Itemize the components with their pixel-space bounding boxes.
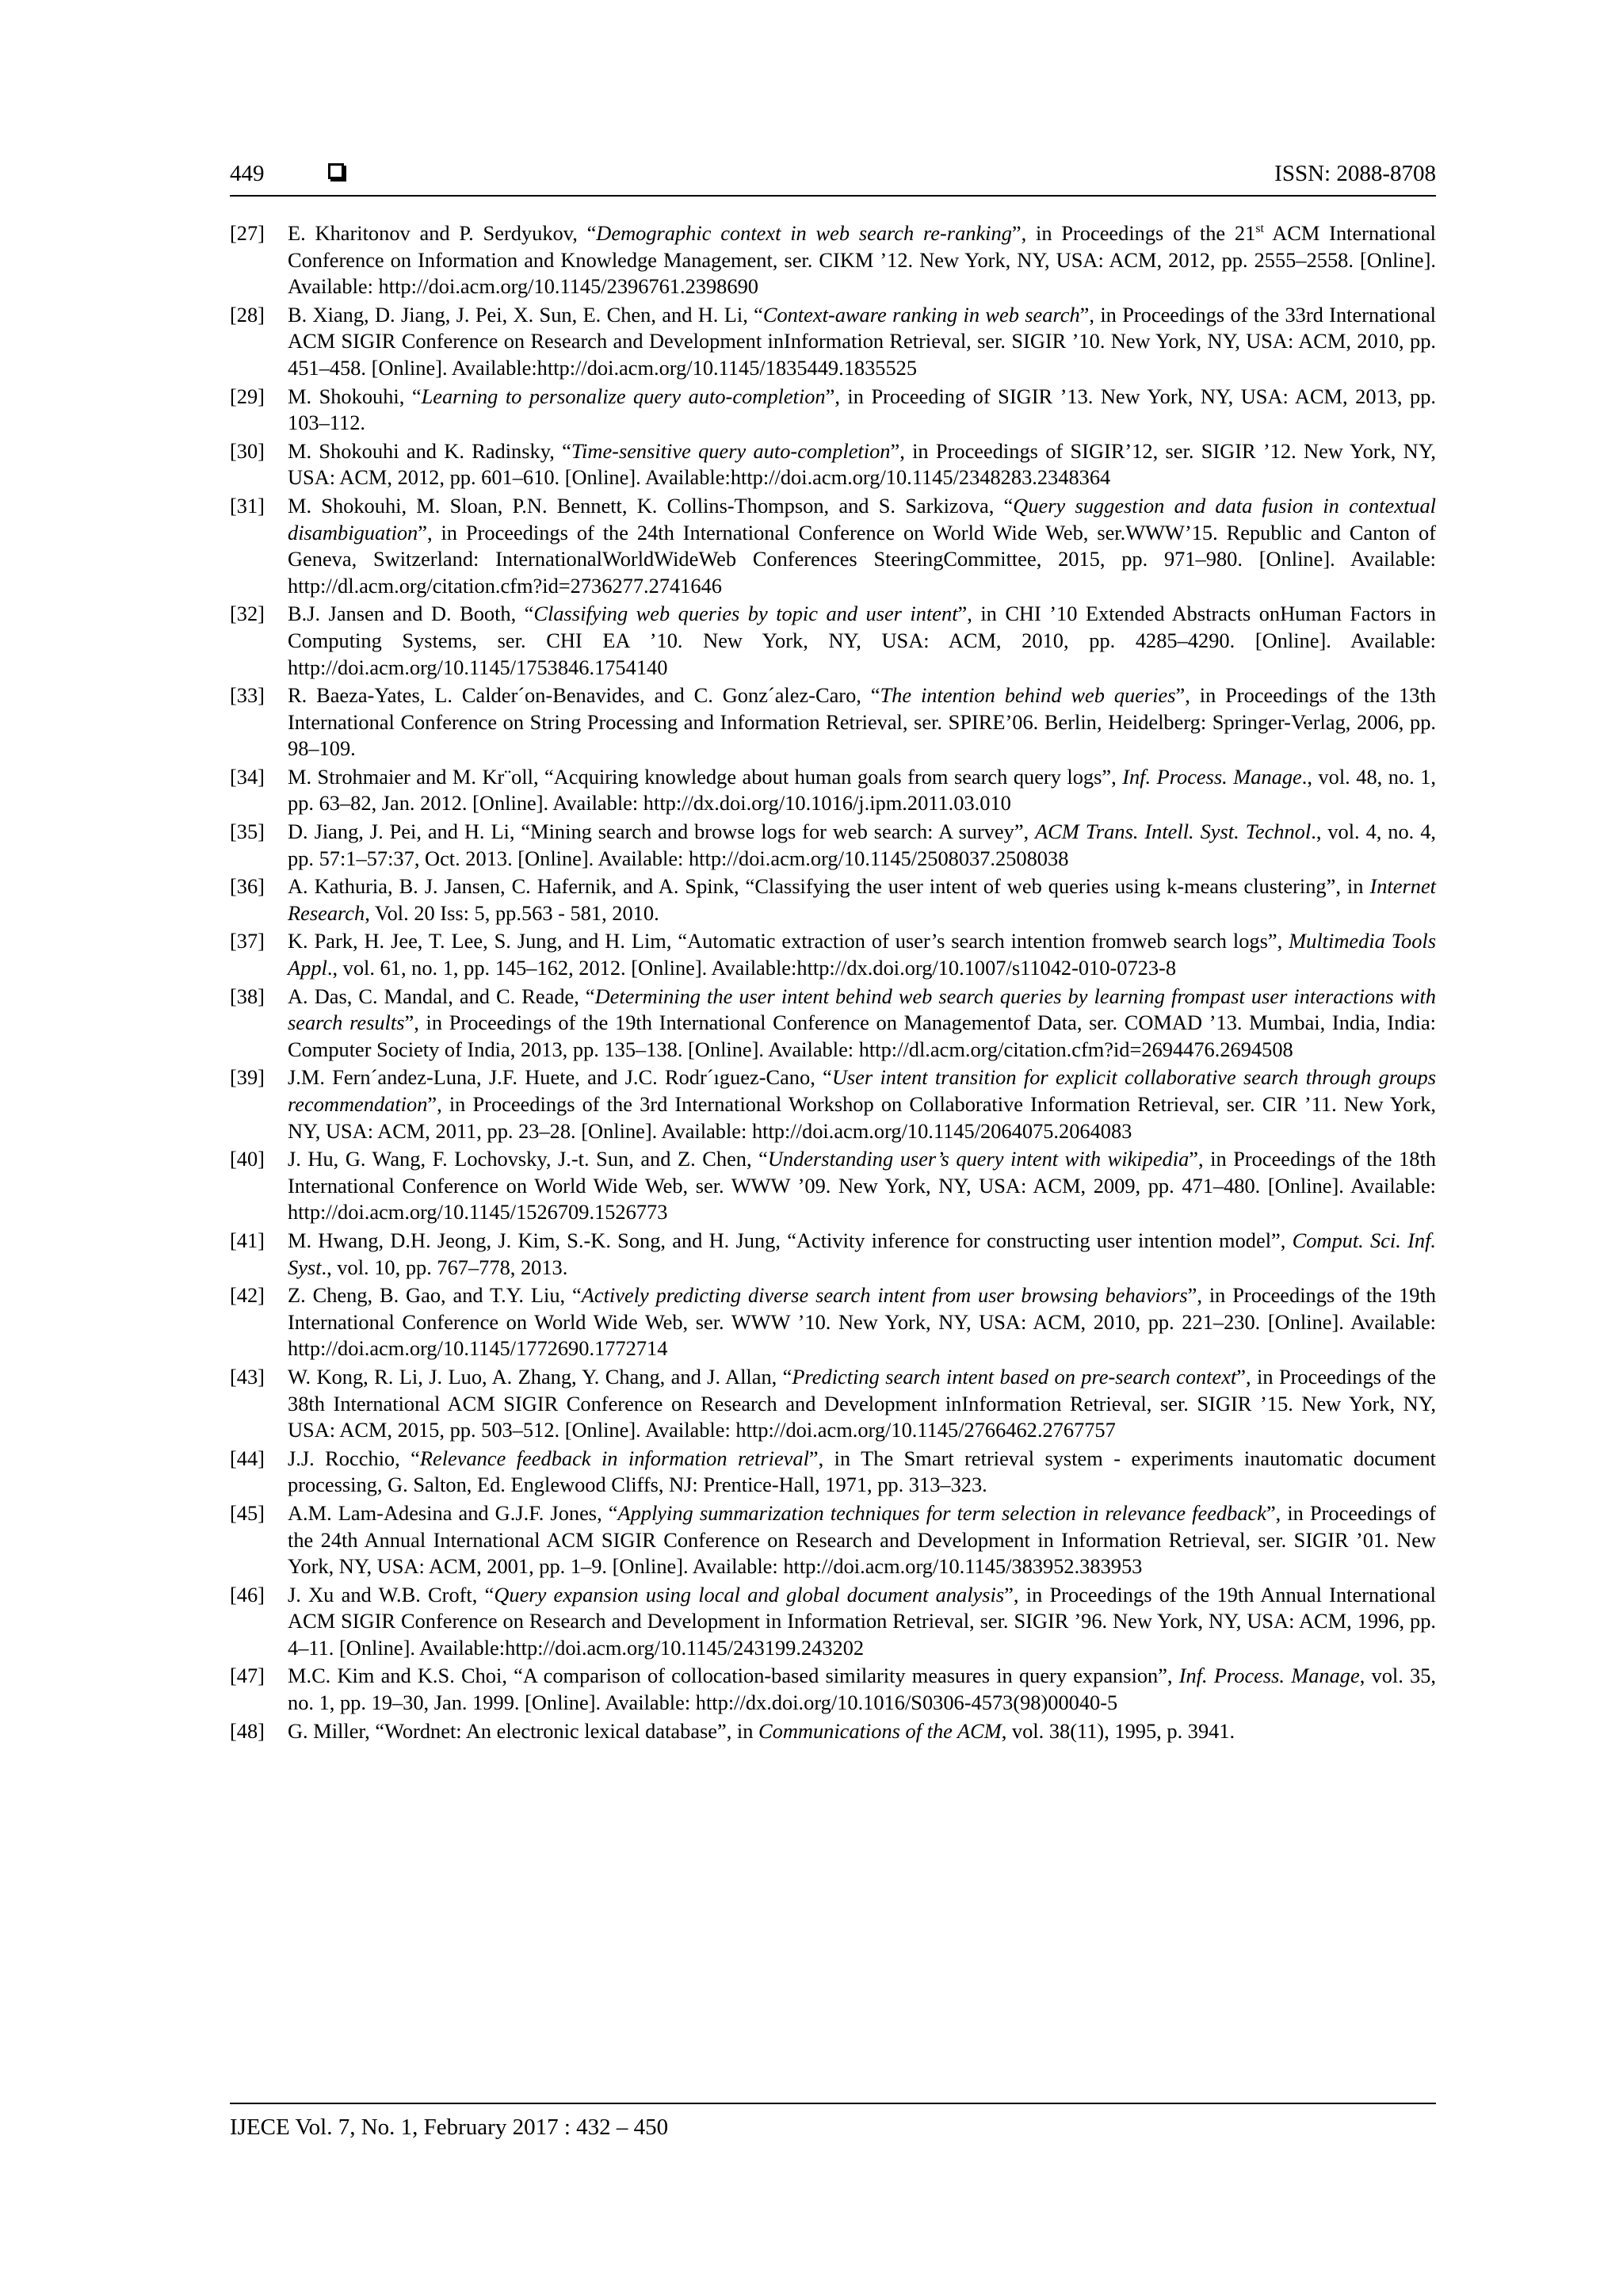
reference-authors: A. Kathuria, B. J. Jansen, C. Hafernik, and A. Spink, “Classifying the user intent of web queries using k-means clustering”, in bbox=[288, 874, 1370, 899]
reference-details: , Vol. 20 Iss: 5, pp.563 - 581, 2010. bbox=[365, 900, 659, 925]
reference-authors: Z. Cheng, B. Gao, and T.Y. Liu, “ bbox=[288, 1283, 582, 1308]
reference-item bbox=[230, 601, 1436, 681]
square-bullet-icon bbox=[328, 163, 344, 179]
reference-number: [44] bbox=[230, 1446, 265, 1470]
reference-title: Relevance feedback in information retrieval bbox=[419, 1446, 809, 1470]
reference-text bbox=[288, 1228, 1436, 1281]
reference-text bbox=[288, 1064, 1436, 1144]
reference-details: ”, in Proceedings of the 38th International ACM SIGIR Conference on Research and Development inInformation Retrieval, ser. SIGIR ’15. New York, NY, USA: ACM, 2015, pp. 503–512. [Online]. Available: http://doi.acm.org/10.1145/2766462.2767757 bbox=[288, 1364, 1436, 1442]
reference-item bbox=[230, 220, 1436, 300]
reference-number: [33] bbox=[230, 683, 265, 708]
reference-title: Query suggestion and data fusion in contextual disambiguation bbox=[288, 493, 1436, 544]
reference-details: ”, in Proceedings of the 3rd International Workshop on Collaborative Information Retrieval, ser. CIR ’11. New York, NY, USA: ACM, 2011, pp. 23–28. [Online]. Available: http://doi.acm.org/10.1145/2064075.2064083 bbox=[288, 1092, 1436, 1143]
reference-number: [48] bbox=[230, 1718, 265, 1743]
reference-text bbox=[288, 601, 1436, 681]
reference-details: ”, in The Smart retrieval system - experiments inautomatic document processing, G. Salton, Ed. Englewood Cliffs, NJ: Prentice-Hall, 1971, pp. 313–323. bbox=[288, 1446, 1436, 1497]
reference-authors: R. Baeza-Yates, L. Calder´on-Benavides, and C. Gonz´alez-Caro, “ bbox=[288, 683, 880, 708]
reference-item bbox=[230, 1064, 1436, 1144]
reference-title: Understanding user’s query intent with wikipedia bbox=[767, 1147, 1190, 1171]
reference-title: Comput. Sci. Inf. Syst bbox=[288, 1228, 1437, 1279]
reference-authors: M.C. Kim and K.S. Choi, “A comparison of collocation-based similarity measures in query expansion”, bbox=[288, 1664, 1179, 1688]
reference-text bbox=[288, 220, 1436, 300]
reference-number: [30] bbox=[230, 438, 265, 463]
reference-authors: A. Das, C. Mandal, and C. Reade, “ bbox=[288, 984, 595, 1008]
reference-text bbox=[288, 873, 1436, 926]
reference-item bbox=[230, 302, 1436, 382]
reference-authors: G. Miller, “Wordnet: An electronic lexical database”, in bbox=[288, 1718, 759, 1743]
reference-title: ACM Trans. Intell. Syst. Technol bbox=[1035, 819, 1312, 844]
reference-authors: J. Xu and W.B. Croft, “ bbox=[288, 1582, 495, 1606]
reference-authors: J.M. Fern´andez-Luna, J.F. Huete, and J.C. Rodr´ıguez-Cano, “ bbox=[288, 1065, 832, 1090]
reference-details: ”, in Proceedings of the 13th International Conference on String Processing and Information Retrieval, ser. SPIRE’06. Berlin, Heidelberg: Springer-Verlag, 2006, pp. 98–109. bbox=[288, 683, 1437, 761]
reference-item bbox=[230, 1718, 1436, 1745]
reference-number: [40] bbox=[230, 1147, 265, 1171]
page-number: 449 bbox=[230, 161, 265, 186]
reference-text bbox=[288, 1364, 1436, 1444]
reference-authors: E. Kharitonov and P. Serdyukov, “ bbox=[288, 221, 597, 245]
reference-item bbox=[230, 493, 1436, 599]
reference-item bbox=[230, 928, 1436, 981]
reference-title: Query expansion using local and global document analysis bbox=[494, 1582, 1005, 1606]
reference-title: User intent transition for explicit collaborative search through groups recommendation bbox=[288, 1065, 1436, 1116]
reference-title: Context-aware ranking in web search bbox=[762, 302, 1080, 327]
reference-number: [35] bbox=[230, 819, 265, 844]
reference-item bbox=[230, 1146, 1436, 1226]
reference-text bbox=[288, 1282, 1436, 1362]
reference-title: Inf. Process. Manage bbox=[1122, 764, 1302, 789]
reference-authors: B. Xiang, D. Jiang, J. Pei, X. Sun, E. Chen, and H. Li, “ bbox=[288, 302, 763, 327]
reference-details: , vol. 35, no. 1, pp. 19–30, Jan. 1999. [Online]. Available: http://dx.doi.org/10.1016/S0306-4573(98)00040-5 bbox=[288, 1664, 1437, 1715]
reference-text bbox=[288, 764, 1436, 817]
reference-number: [36] bbox=[230, 874, 265, 899]
reference-details: ”, in Proceedings of the 24th International Conference on World Wide Web, ser.WWW’15. Republic and Canton of Geneva, Switzerland: InternationalWorldWideWeb Conferences SteeringCommittee, 2015, pp. 971–980. [Online]. Available: http://dl.acm.org/citation.cfm?id=2736277.2741646 bbox=[288, 520, 1436, 598]
reference-text bbox=[288, 1663, 1436, 1716]
reference-details: ”, in Proceedings of SIGIR’12, ser. SIGIR ’12. New York, NY, USA: ACM, 2012, pp. 601–610. [Online]. Available:http://doi.acm.org/10.1145/2348283.2348364 bbox=[288, 438, 1436, 490]
reference-title: Actively predicting diverse search intent from user browsing behaviors bbox=[581, 1283, 1188, 1308]
reference-authors: J.J. Rocchio, “ bbox=[288, 1446, 420, 1470]
reference-authors: A.M. Lam-Adesina and G.J.F. Jones, “ bbox=[288, 1500, 618, 1525]
reference-text bbox=[288, 438, 1436, 491]
reference-title: Communications of the ACM bbox=[758, 1718, 1002, 1743]
reference-superscript: st bbox=[1255, 222, 1264, 236]
reference-list bbox=[230, 220, 1436, 1746]
reference-details: ., vol. 4, no. 4, pp. 57:1–57:37, Oct. 2013. [Online]. Available: http://doi.acm.org/10.1145/2508037.2508038 bbox=[288, 819, 1436, 870]
reference-text bbox=[288, 1718, 1436, 1745]
reference-number: [27] bbox=[230, 221, 265, 245]
reference-item bbox=[230, 764, 1436, 817]
reference-number: [28] bbox=[230, 302, 265, 327]
reference-text bbox=[288, 819, 1436, 872]
reference-details: ”, in CHI ’10 Extended Abstracts onHuman Factors in Computing Systems, ser. CHI EA ’10. New York, NY, USA: ACM, 2010, pp. 4285–4290. [Online]. Available: http://doi.acm.org/10.1145/1753846.1754140 bbox=[288, 602, 1436, 679]
reference-number: [38] bbox=[230, 984, 265, 1008]
reference-authors: B.J. Jansen and D. Booth, “ bbox=[288, 602, 534, 626]
reference-authors: M. Strohmaier and M. Kr¨oll, “Acquiring knowledge about human goals from search query logs”, bbox=[288, 764, 1123, 789]
reference-details: ., vol. 48, no. 1, pp. 63–82, Jan. 2012. [Online]. Available: http://dx.doi.org/10.1016/j.ipm.2011.03.010 bbox=[288, 764, 1436, 816]
reference-authors: K. Park, H. Jee, T. Lee, S. Jung, and H. Lim, “Automatic extraction of user’s search intention fromweb search logs”, bbox=[288, 929, 1289, 953]
reference-authors: D. Jiang, J. Pei, and H. Li, “Mining search and browse logs for web search: A survey”, bbox=[288, 819, 1036, 844]
reference-number: [34] bbox=[230, 764, 265, 789]
reference-details: ”, in Proceedings of the 33rd International ACM SIGIR Conference on Research and Development inInformation Retrieval, ser. SIGIR ’10. New York, NY, USA: ACM, 2010, pp. 451–458. [Online]. Available:http://doi.acm.org/10.1145/1835449.1835525 bbox=[288, 302, 1437, 380]
reference-item bbox=[230, 1228, 1436, 1281]
footer-divider bbox=[230, 2103, 1436, 2104]
reference-number: [29] bbox=[230, 384, 265, 408]
reference-details-cont: ACM International Conference on Information and Knowledge Management, ser. CIKM ’12. New York, NY, USA: ACM, 2012, pp. 2555–2558. [Online]. Available: http://doi.acm.org/10.1145/2396761.2398690 bbox=[288, 221, 1436, 299]
header-divider bbox=[230, 195, 1436, 197]
reference-item bbox=[230, 819, 1436, 872]
reference-text bbox=[288, 1500, 1436, 1580]
page-header bbox=[230, 155, 1436, 192]
issn-label: ISSN: 2088-8708 bbox=[1274, 161, 1436, 186]
reference-details: , vol. 38(11), 1995, p. 3941. bbox=[1001, 1718, 1235, 1743]
reference-title: The intention behind web queries bbox=[880, 683, 1176, 708]
reference-item bbox=[230, 682, 1436, 762]
reference-number: [43] bbox=[230, 1364, 265, 1389]
reference-details: ”, in Proceedings of the 24th Annual International ACM SIGIR Conference on Research and Development in Information Retrieval, ser. SIGIR ’01. New York, NY, USA: ACM, 2001, pp. 1–9. [Online]. Available: http://doi.acm.org/10.1145/383952.383953 bbox=[288, 1500, 1436, 1579]
reference-number: [41] bbox=[230, 1228, 265, 1252]
reference-authors: M. Shokouhi, “ bbox=[288, 384, 422, 408]
reference-item bbox=[230, 438, 1436, 491]
reference-title: Classifying web queries by topic and user intent bbox=[533, 602, 958, 626]
reference-item bbox=[230, 1663, 1436, 1716]
reference-authors: W. Kong, R. Li, J. Luo, A. Zhang, Y. Chang, and J. Allan, “ bbox=[288, 1364, 792, 1389]
reference-title: Demographic context in web search re-ranking bbox=[596, 221, 1012, 245]
reference-text bbox=[288, 984, 1436, 1064]
reference-item bbox=[230, 984, 1436, 1064]
reference-details: ”, in Proceedings of the 19th International Conference on World Wide Web, ser. WWW ’10. New York, NY, USA: ACM, 2010, pp. 221–230. [Online]. Available: http://doi.acm.org/10.1145/1772690.1772714 bbox=[288, 1283, 1436, 1361]
reference-authors: M. Shokouhi and K. Radinsky, “ bbox=[288, 438, 571, 463]
reference-authors: M. Hwang, D.H. Jeong, J. Kim, S.-K. Song, and H. Jung, “Activity inference for constructing user intention model”, bbox=[288, 1228, 1293, 1252]
reference-number: [47] bbox=[230, 1664, 265, 1688]
reference-item bbox=[230, 1582, 1436, 1662]
reference-item bbox=[230, 1282, 1436, 1362]
reference-number: [37] bbox=[230, 929, 265, 953]
reference-number: [39] bbox=[230, 1065, 265, 1090]
reference-text bbox=[288, 493, 1436, 599]
reference-text bbox=[288, 384, 1436, 437]
reference-title: Learning to personalize query auto-completion bbox=[421, 384, 826, 408]
reference-text bbox=[288, 302, 1436, 382]
reference-title: Determining the user intent behind web search queries by learning frompast user interactions with search results bbox=[288, 984, 1436, 1035]
reference-number: [45] bbox=[230, 1500, 265, 1525]
reference-authors: M. Shokouhi, M. Sloan, P.N. Bennett, K. Collins-Thompson, and S. Sarkizova, “ bbox=[288, 493, 1014, 518]
reference-title: Multimedia Tools Appl bbox=[288, 929, 1436, 980]
reference-details: ”, in Proceedings of the 21 bbox=[1011, 221, 1256, 245]
reference-item bbox=[230, 384, 1436, 437]
reference-details: ”, in Proceedings of the 19th International Conference on Managementof Data, ser. COMAD ’13. Mumbai, India, India: Computer Society of India, 2013, pp. 135–138. [Online]. Available: http://dl.acm.org/citation.cfm?id=2694476.2694508 bbox=[288, 1010, 1436, 1061]
page-footer: IJECE Vol. 7, No. 1, February 2017 : 432 – 450 bbox=[230, 2115, 669, 2140]
reference-item bbox=[230, 1446, 1436, 1499]
reference-item bbox=[230, 1364, 1436, 1444]
reference-text bbox=[288, 682, 1436, 762]
reference-item bbox=[230, 873, 1436, 926]
reference-text bbox=[288, 1446, 1436, 1499]
reference-title: Internet Research bbox=[288, 874, 1436, 925]
reference-text bbox=[288, 1146, 1436, 1226]
reference-title: Inf. Process. Manage bbox=[1178, 1664, 1360, 1688]
reference-details: ”, in Proceeding of SIGIR ’13. New York, NY, USA: ACM, 2013, pp. 103–112. bbox=[288, 384, 1436, 435]
reference-title: Time-sensitive query auto-completion bbox=[571, 438, 891, 463]
reference-authors: J. Hu, G. Wang, F. Lochovsky, J.-t. Sun, and Z. Chen, “ bbox=[288, 1147, 768, 1171]
reference-number: [31] bbox=[230, 493, 265, 518]
reference-details: ”, in Proceedings of the 19th Annual International ACM SIGIR Conference on Research and Development in Information Retrieval, ser. SIGIR ’96. New York, NY, USA: ACM, 1996, pp. 4–11. [Online]. Available:http://doi.acm.org/10.1145/243199.243202 bbox=[288, 1582, 1436, 1660]
reference-title: Predicting search intent based on pre-search context bbox=[792, 1364, 1237, 1389]
reference-details: ., vol. 61, no. 1, pp. 145–162, 2012. [Online]. Available:http://dx.doi.org/10.1007/s11042-010-0723-8 bbox=[327, 956, 1177, 980]
reference-title: Applying summarization techniques for term selection in relevance feedback bbox=[617, 1500, 1266, 1525]
reference-text bbox=[288, 928, 1436, 981]
reference-number: [46] bbox=[230, 1582, 265, 1606]
reference-number: [42] bbox=[230, 1283, 265, 1308]
reference-number: [32] bbox=[230, 602, 265, 626]
reference-text bbox=[288, 1582, 1436, 1662]
reference-details: ., vol. 10, pp. 767–778, 2013. bbox=[321, 1255, 568, 1279]
reference-details: ”, in Proceedings of the 18th International Conference on World Wide Web, ser. WWW ’09. New York, NY, USA: ACM, 2009, pp. 471–480. [Online]. Available: http://doi.acm.org/10.1145/1526709.1526773 bbox=[288, 1147, 1436, 1224]
reference-item bbox=[230, 1500, 1436, 1580]
